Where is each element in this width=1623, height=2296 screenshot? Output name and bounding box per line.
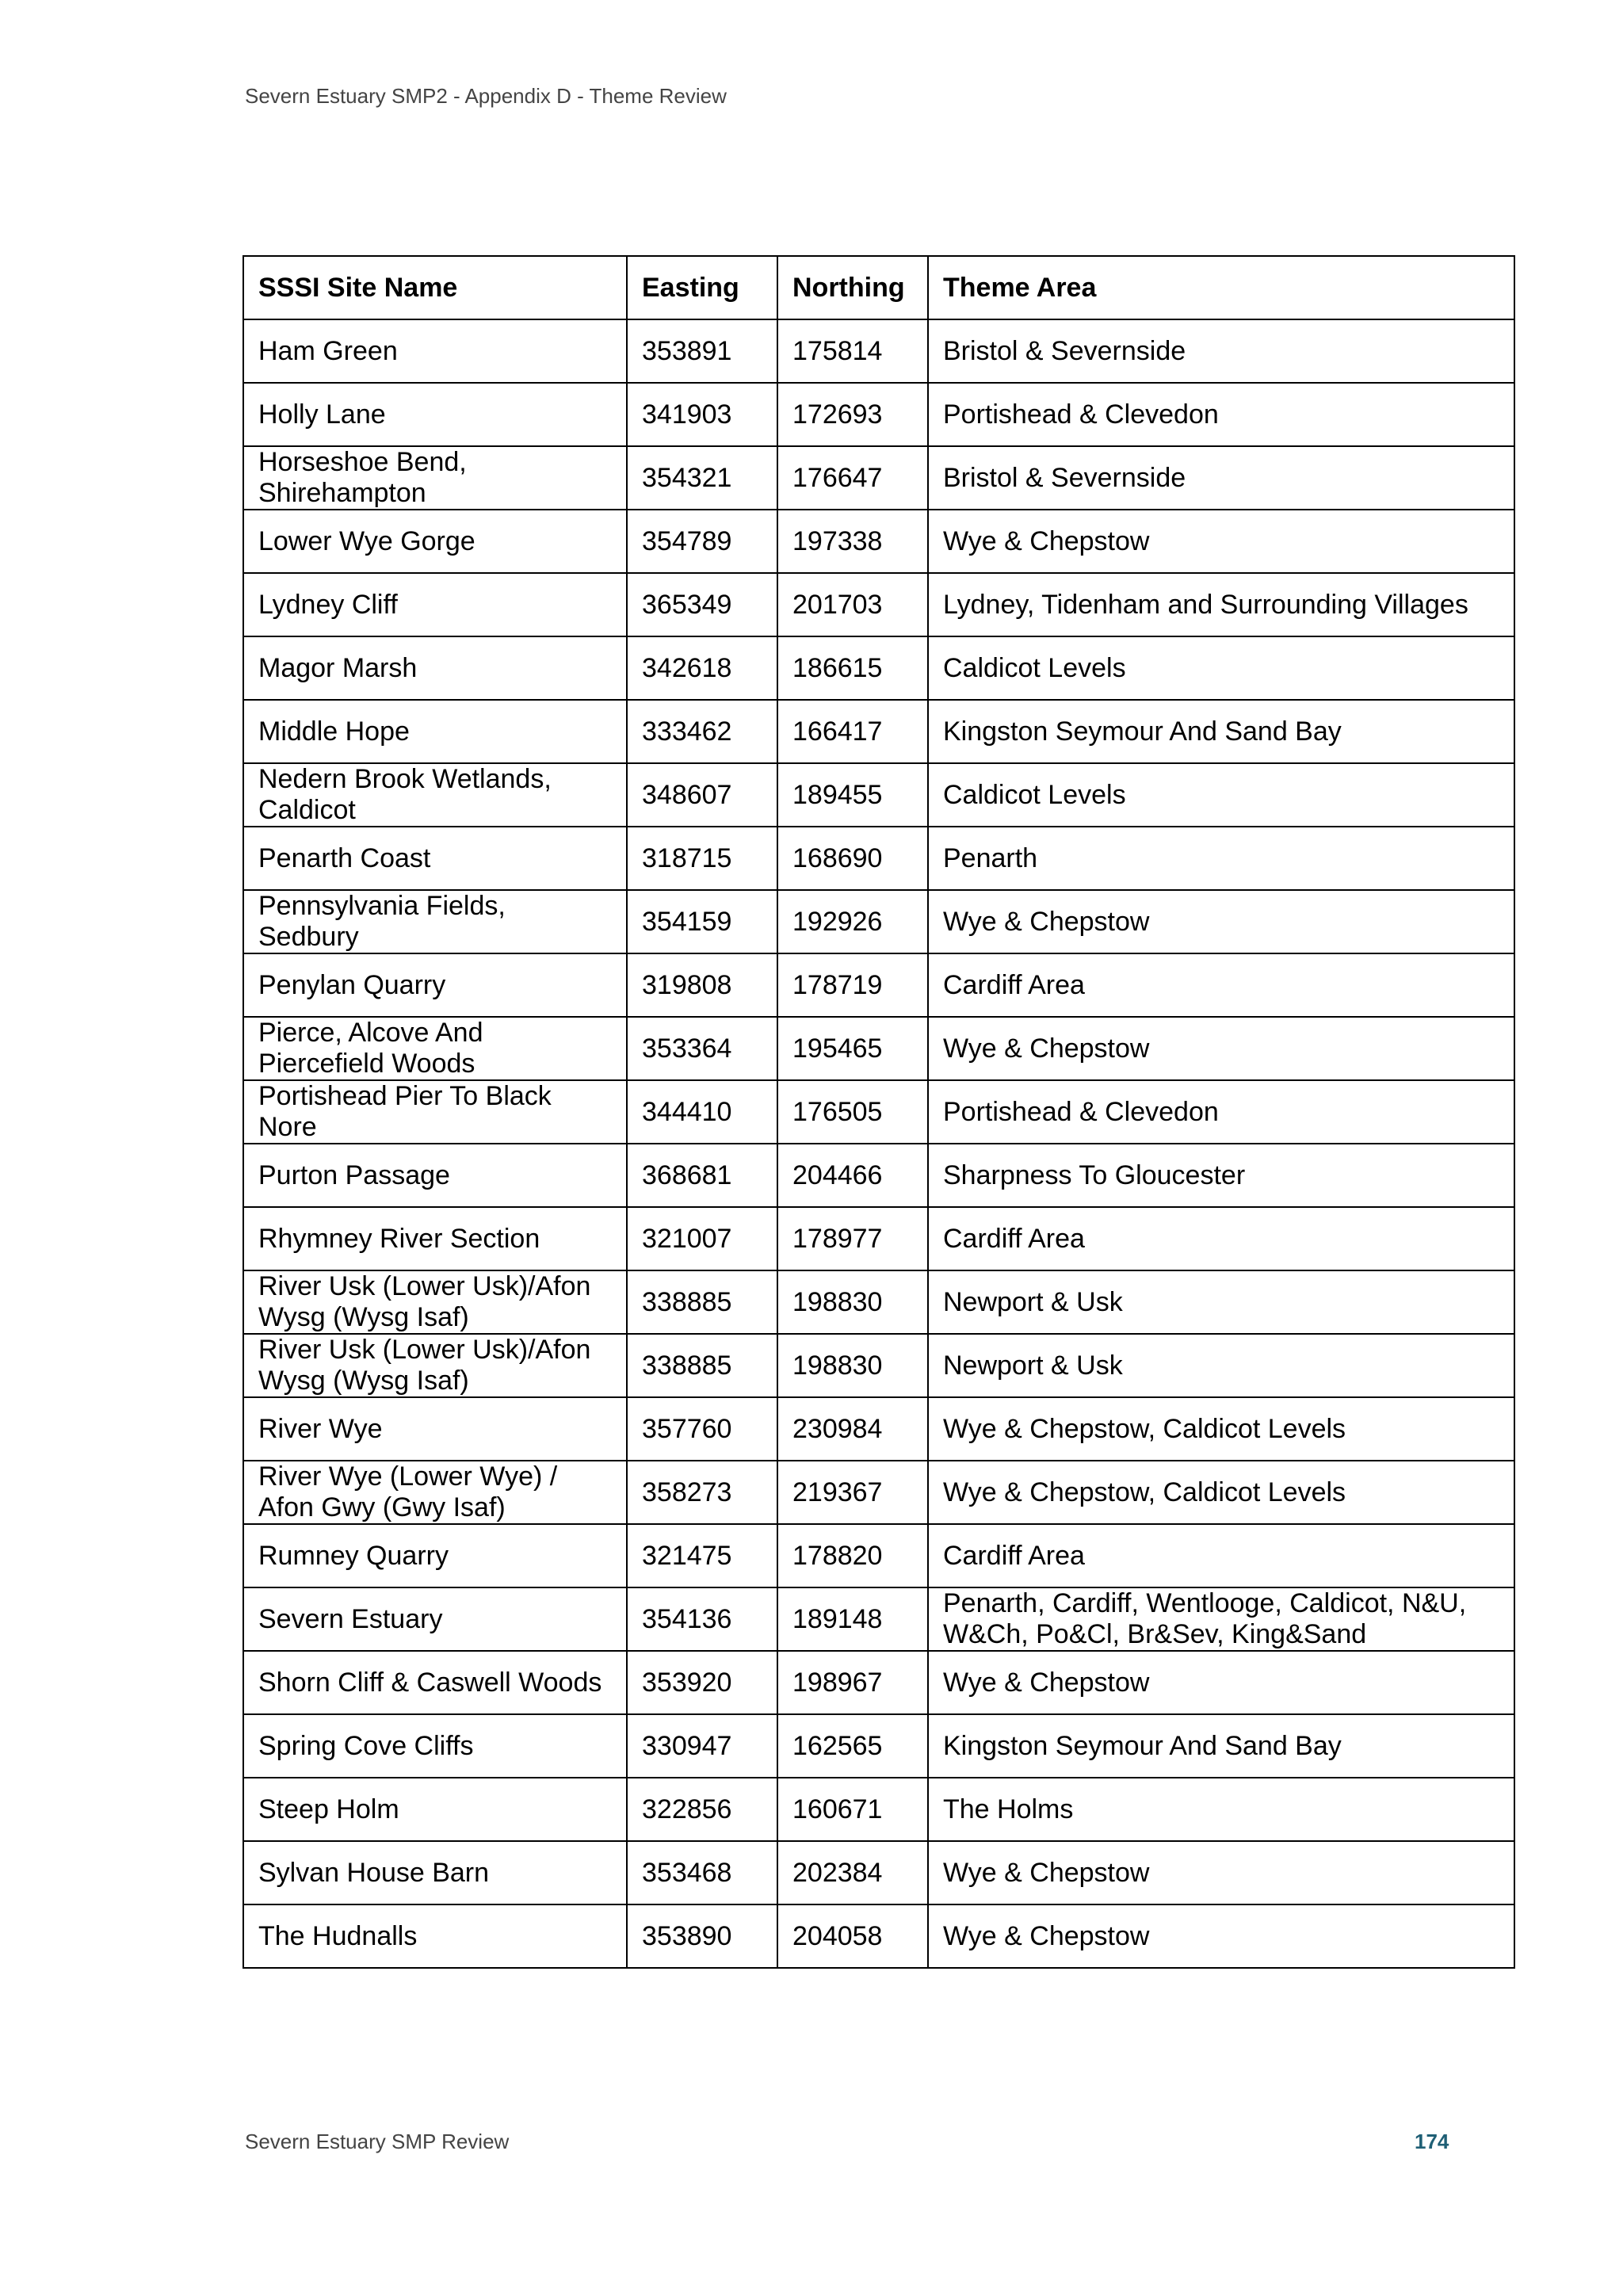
- theme-area-cell: Lydney, Tidenham and Surrounding Villages: [928, 573, 1514, 636]
- column-header-site-name: SSSI Site Name: [243, 256, 627, 319]
- table-row: [243, 1524, 1514, 1587]
- site-name-cell: Horseshoe Bend, Shirehampton: [243, 446, 627, 510]
- table-row: [243, 1334, 1514, 1397]
- theme-area-cell: Wye & Chepstow, Caldicot Levels: [928, 1397, 1514, 1461]
- site-name-cell: Penarth Coast: [243, 827, 627, 890]
- easting-cell: 321475: [627, 1524, 777, 1587]
- northing-cell: 201703: [777, 573, 928, 636]
- table-row: [243, 1270, 1514, 1334]
- table-row: [243, 1904, 1514, 1968]
- table-row: [243, 1080, 1514, 1144]
- northing-cell: 198830: [777, 1270, 928, 1334]
- northing-cell: 204058: [777, 1904, 928, 1968]
- site-name-cell: Portishead Pier To Black Nore: [243, 1080, 627, 1144]
- northing-cell: 195465: [777, 1017, 928, 1080]
- site-name-cell: Holly Lane: [243, 383, 627, 446]
- northing-cell: 168690: [777, 827, 928, 890]
- theme-area-cell: Caldicot Levels: [928, 636, 1514, 700]
- table-header-row: [243, 256, 1514, 319]
- running-footer: Severn Estuary SMP Review: [245, 2130, 510, 2153]
- column-header-northing: Northing: [777, 256, 928, 319]
- running-header: Severn Estuary SMP2 - Appendix D - Theme Review: [245, 84, 727, 108]
- easting-cell: 354136: [627, 1587, 777, 1651]
- site-name-cell: Rumney Quarry: [243, 1524, 627, 1587]
- table-row: [243, 1714, 1514, 1778]
- theme-area-cell: Wye & Chepstow: [928, 1651, 1514, 1714]
- theme-area-cell: Newport & Usk: [928, 1270, 1514, 1334]
- easting-cell: 358273: [627, 1461, 777, 1524]
- theme-area-cell: Cardiff Area: [928, 1207, 1514, 1270]
- theme-area-cell: Penarth, Cardiff, Wentlooge, Caldicot, N&U, W&Ch, Po&Cl, Br&Sev, King&Sand: [928, 1587, 1514, 1651]
- site-name-cell: Lydney Cliff: [243, 573, 627, 636]
- site-name-cell: River Usk (Lower Usk)/Afon Wysg (Wysg Isaf): [243, 1270, 627, 1334]
- site-name-cell: Sylvan House Barn: [243, 1841, 627, 1904]
- easting-cell: 353920: [627, 1651, 777, 1714]
- theme-area-cell: Wye & Chepstow: [928, 1904, 1514, 1968]
- theme-area-cell: Penarth: [928, 827, 1514, 890]
- easting-cell: 353890: [627, 1904, 777, 1968]
- theme-area-cell: Portishead & Clevedon: [928, 383, 1514, 446]
- table-row: [243, 319, 1514, 383]
- site-name-cell: River Usk (Lower Usk)/Afon Wysg (Wysg Isaf): [243, 1334, 627, 1397]
- site-name-cell: Steep Holm: [243, 1778, 627, 1841]
- northing-cell: 178820: [777, 1524, 928, 1587]
- site-name-cell: Lower Wye Gorge: [243, 510, 627, 573]
- table-row: [243, 573, 1514, 636]
- northing-cell: 192926: [777, 890, 928, 953]
- table-row: [243, 383, 1514, 446]
- easting-cell: 321007: [627, 1207, 777, 1270]
- easting-cell: 365349: [627, 573, 777, 636]
- table-row: [243, 1587, 1514, 1651]
- easting-cell: 341903: [627, 383, 777, 446]
- northing-cell: 230984: [777, 1397, 928, 1461]
- easting-cell: 353468: [627, 1841, 777, 1904]
- theme-area-cell: Wye & Chepstow: [928, 510, 1514, 573]
- table-row: [243, 1841, 1514, 1904]
- northing-cell: 186615: [777, 636, 928, 700]
- table-row: [243, 1461, 1514, 1524]
- theme-area-cell: Bristol & Severnside: [928, 319, 1514, 383]
- table-row: [243, 636, 1514, 700]
- northing-cell: 176647: [777, 446, 928, 510]
- page-number: 174: [1415, 2130, 1449, 2153]
- easting-cell: 368681: [627, 1144, 777, 1207]
- northing-cell: 178977: [777, 1207, 928, 1270]
- table-row: [243, 1144, 1514, 1207]
- table-row: [243, 510, 1514, 573]
- table-row: [243, 700, 1514, 763]
- northing-cell: 172693: [777, 383, 928, 446]
- northing-cell: 175814: [777, 319, 928, 383]
- sssi-site-table: [242, 255, 1515, 1969]
- site-name-cell: River Wye (Lower Wye) / Afon Gwy (Gwy Isaf): [243, 1461, 627, 1524]
- easting-cell: 348607: [627, 763, 777, 827]
- easting-cell: 330947: [627, 1714, 777, 1778]
- site-name-cell: Spring Cove Cliffs: [243, 1714, 627, 1778]
- table-row: [243, 953, 1514, 1017]
- table-row: [243, 763, 1514, 827]
- theme-area-cell: Newport & Usk: [928, 1334, 1514, 1397]
- theme-area-cell: Cardiff Area: [928, 953, 1514, 1017]
- theme-area-cell: Wye & Chepstow: [928, 1841, 1514, 1904]
- table-row: [243, 1651, 1514, 1714]
- northing-cell: 160671: [777, 1778, 928, 1841]
- easting-cell: 354159: [627, 890, 777, 953]
- table-row: [243, 890, 1514, 953]
- theme-area-cell: Wye & Chepstow: [928, 1017, 1514, 1080]
- site-name-cell: Purton Passage: [243, 1144, 627, 1207]
- column-header-theme-area: Theme Area: [928, 256, 1514, 319]
- site-name-cell: Nedern Brook Wetlands, Caldicot: [243, 763, 627, 827]
- site-name-cell: Rhymney River Section: [243, 1207, 627, 1270]
- table-row: [243, 1017, 1514, 1080]
- site-name-cell: The Hudnalls: [243, 1904, 627, 1968]
- theme-area-cell: Wye & Chepstow: [928, 890, 1514, 953]
- northing-cell: 162565: [777, 1714, 928, 1778]
- northing-cell: 219367: [777, 1461, 928, 1524]
- easting-cell: 354789: [627, 510, 777, 573]
- easting-cell: 338885: [627, 1334, 777, 1397]
- site-name-cell: River Wye: [243, 1397, 627, 1461]
- easting-cell: 353364: [627, 1017, 777, 1080]
- northing-cell: 189455: [777, 763, 928, 827]
- column-header-easting: Easting: [627, 256, 777, 319]
- site-name-cell: Penylan Quarry: [243, 953, 627, 1017]
- easting-cell: 319808: [627, 953, 777, 1017]
- northing-cell: 198967: [777, 1651, 928, 1714]
- theme-area-cell: Cardiff Area: [928, 1524, 1514, 1587]
- easting-cell: 357760: [627, 1397, 777, 1461]
- easting-cell: 318715: [627, 827, 777, 890]
- site-name-cell: Severn Estuary: [243, 1587, 627, 1651]
- theme-area-cell: The Holms: [928, 1778, 1514, 1841]
- theme-area-cell: Portishead & Clevedon: [928, 1080, 1514, 1144]
- northing-cell: 189148: [777, 1587, 928, 1651]
- theme-area-cell: Kingston Seymour And Sand Bay: [928, 700, 1514, 763]
- northing-cell: 178719: [777, 953, 928, 1017]
- northing-cell: 204466: [777, 1144, 928, 1207]
- easting-cell: 354321: [627, 446, 777, 510]
- theme-area-cell: Caldicot Levels: [928, 763, 1514, 827]
- theme-area-cell: Wye & Chepstow, Caldicot Levels: [928, 1461, 1514, 1524]
- site-name-cell: Middle Hope: [243, 700, 627, 763]
- easting-cell: 333462: [627, 700, 777, 763]
- site-name-cell: Ham Green: [243, 319, 627, 383]
- easting-cell: 338885: [627, 1270, 777, 1334]
- easting-cell: 344410: [627, 1080, 777, 1144]
- northing-cell: 197338: [777, 510, 928, 573]
- easting-cell: 322856: [627, 1778, 777, 1841]
- northing-cell: 166417: [777, 700, 928, 763]
- easting-cell: 353891: [627, 319, 777, 383]
- easting-cell: 342618: [627, 636, 777, 700]
- site-name-cell: Pierce, Alcove And Piercefield Woods: [243, 1017, 627, 1080]
- site-name-cell: Shorn Cliff & Caswell Woods: [243, 1651, 627, 1714]
- table-row: [243, 1397, 1514, 1461]
- northing-cell: 202384: [777, 1841, 928, 1904]
- northing-cell: 198830: [777, 1334, 928, 1397]
- site-name-cell: Pennsylvania Fields, Sedbury: [243, 890, 627, 953]
- table-row: [243, 1207, 1514, 1270]
- theme-area-cell: Sharpness To Gloucester: [928, 1144, 1514, 1207]
- northing-cell: 176505: [777, 1080, 928, 1144]
- theme-area-cell: Bristol & Severnside: [928, 446, 1514, 510]
- theme-area-cell: Kingston Seymour And Sand Bay: [928, 1714, 1514, 1778]
- table-row: [243, 446, 1514, 510]
- site-name-cell: Magor Marsh: [243, 636, 627, 700]
- table-row: [243, 827, 1514, 890]
- table-row: [243, 1778, 1514, 1841]
